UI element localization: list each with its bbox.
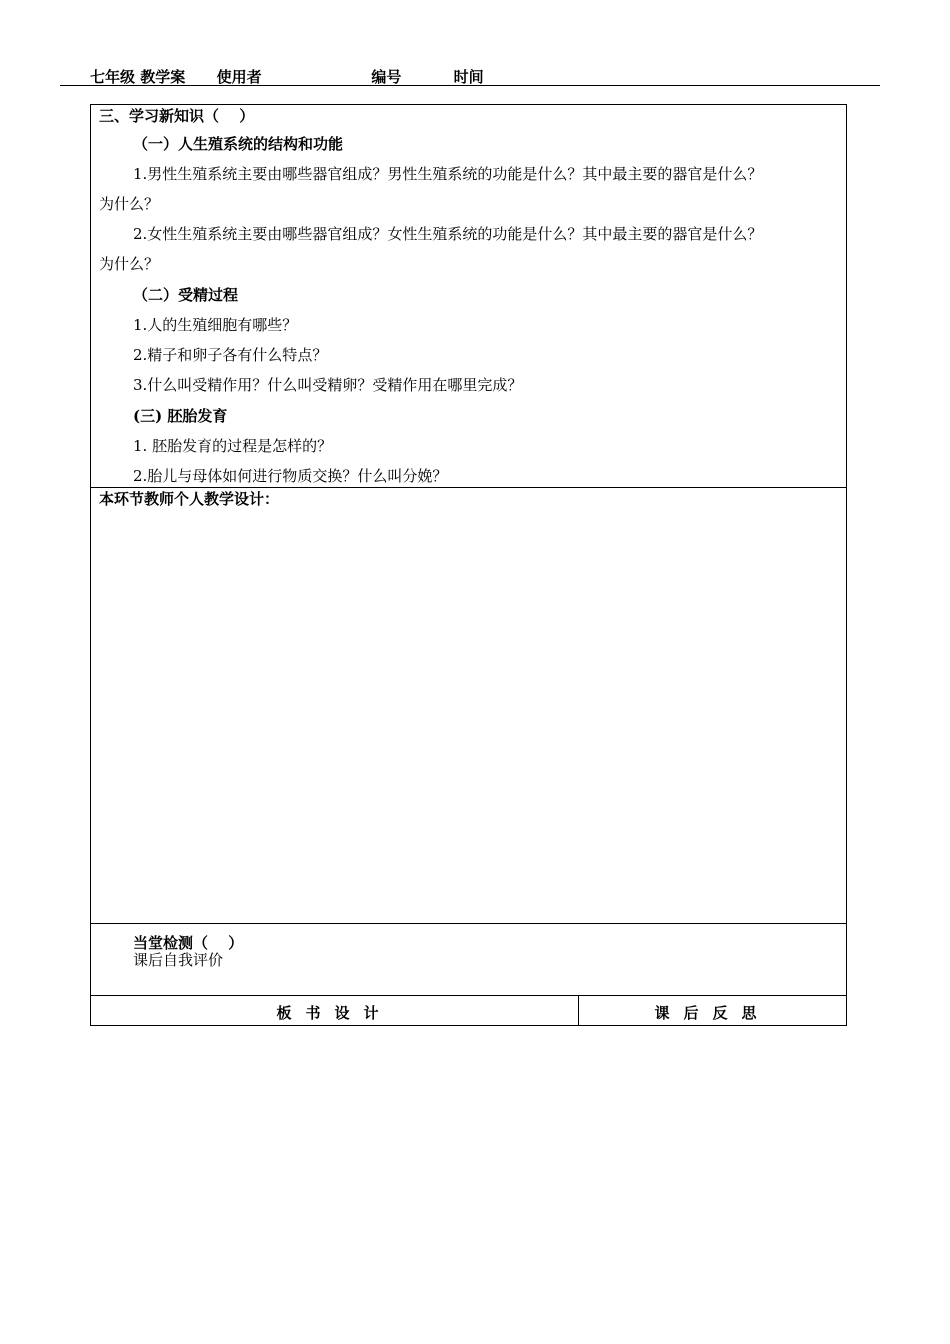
part1-question1-line1: 1.男性生殖系统主要由哪些器官组成？男性生殖系统的功能是什么？其中最主要的器官是什么？ [133,165,763,183]
part2-question3: 3.什么叫受精作用？什么叫受精卵？受精作用在哪里完成？ [133,376,523,394]
teacher-design-area[interactable] [90,487,847,924]
page-header [90,66,650,86]
part1-heading: （一）人生殖系统的结构和功能 [133,135,344,153]
section-new-knowledge [90,104,847,488]
part1-question2-line2: 为什么？ [99,255,160,273]
user-label: 使用者 [216,68,262,86]
check-subtitle: 课后自我评价 [133,951,224,969]
design-label: 本环节教师个人教学设计： [99,490,280,508]
part2-question2: 2.精子和卵子各有什么特点？ [133,346,328,364]
check-title: 当堂检测（ ） [133,934,244,952]
plan-label: 教学案 [140,68,186,86]
class-check-area [90,923,847,996]
part1-question2-line1: 2.女性生殖系统主要由哪些器官组成？女性生殖系统的功能是什么？其中最主要的器官是什么？ [133,225,763,243]
user-blank [262,68,335,86]
time-label: 时间 [453,68,484,86]
section-title: 三、学习新知识（ ） [99,107,255,125]
grade-label: 七年级 [90,68,136,86]
number-label: 编号 [371,68,402,86]
part1-question1-line2: 为什么？ [99,195,160,213]
board-design-label: 板书设计 [276,1004,393,1022]
part3-heading: (三) 胚胎发育 [133,407,228,425]
part2-heading: （二）受精过程 [133,286,239,304]
part3-question1: 1. 胚胎发育的过程是怎样的？ [133,437,333,455]
board-design-cell [90,995,579,1026]
reflection-cell [578,995,847,1026]
part3-question2: 2.胎儿与母体如何进行物质交换？什么叫分娩？ [133,467,448,485]
header-rule [60,85,880,86]
part2-question1: 1.人的生殖细胞有哪些？ [133,316,298,334]
number-blank [401,68,453,86]
reflection-label: 课后反思 [654,1004,771,1022]
time-blank [484,68,515,86]
